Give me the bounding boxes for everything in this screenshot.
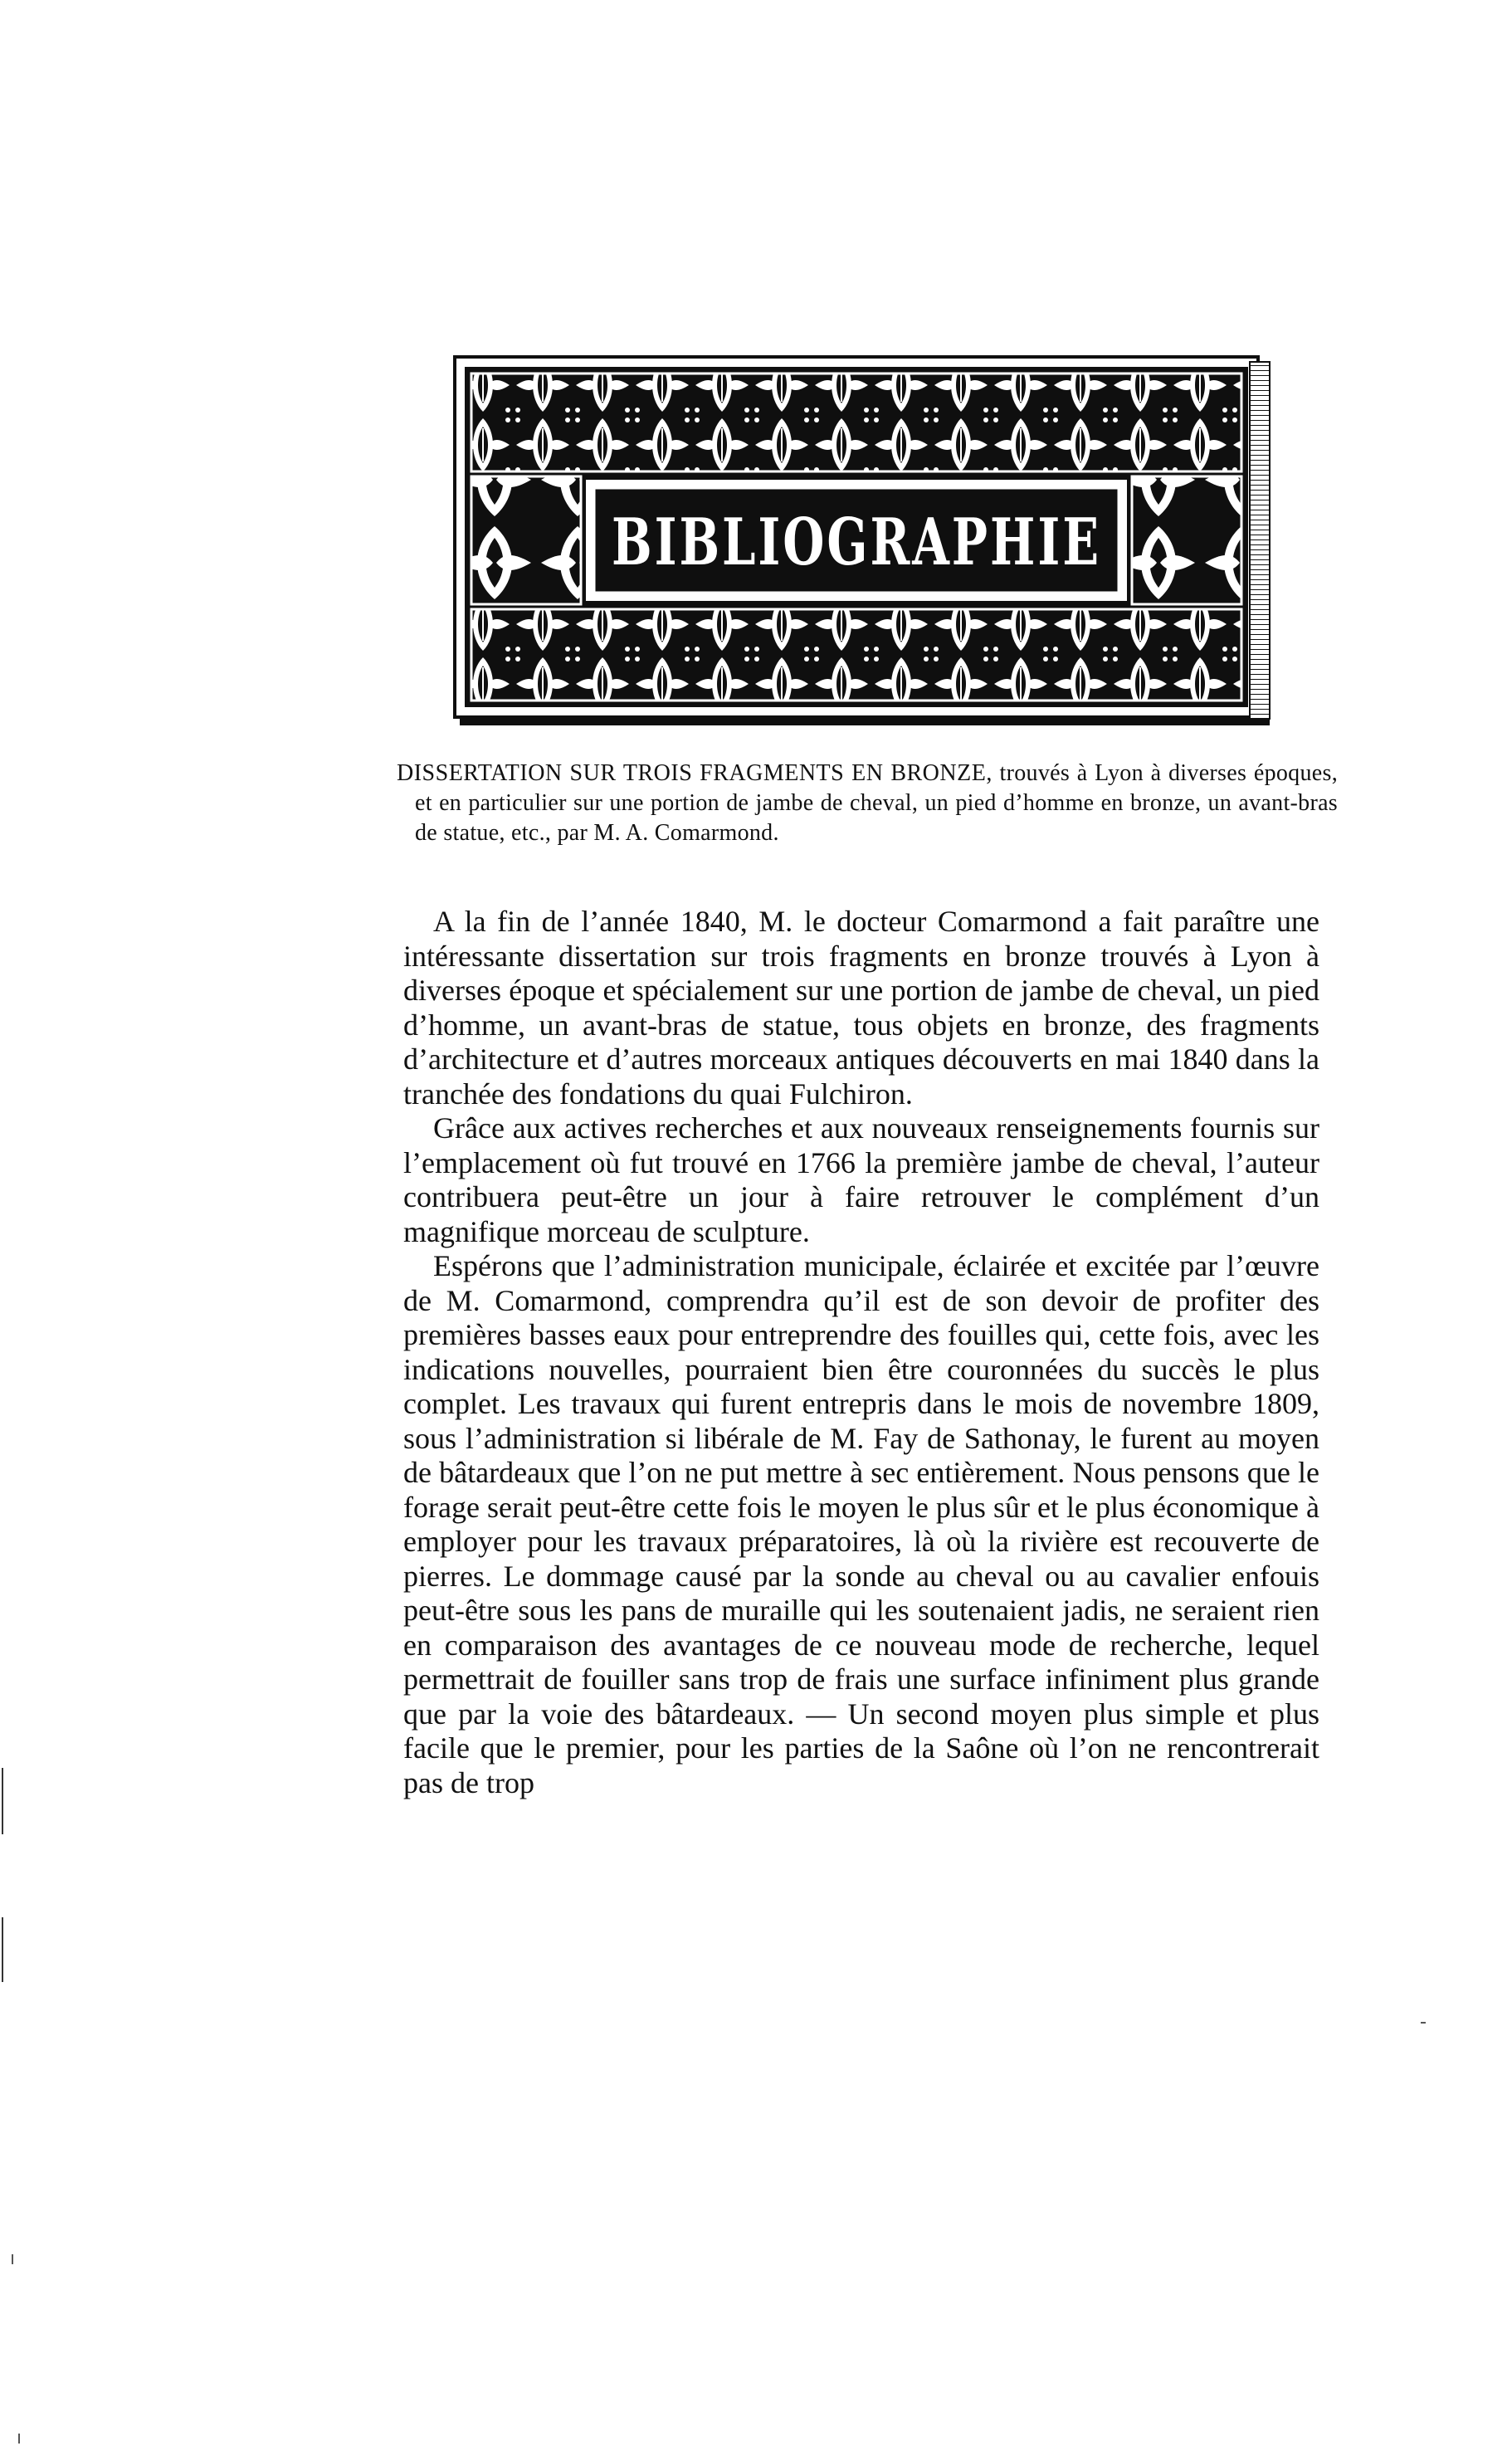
banner-title: BIBLIOGRAPHIE [612, 505, 1101, 580]
entry-details: trouvés à Lyon à diverses époques, et en particulier sur une portion de jambe de cheval, un pied d’homme en bronze, un avant-bras de statue, etc., par M. A. Comarmond. [415, 760, 1338, 846]
scan-speck [18, 2434, 20, 2444]
scan-margin-mark [2, 1768, 3, 1834]
scan-speck [1421, 2022, 1426, 2024]
entry-title: DISSERTATION SUR TROIS FRAGMENTS EN BRONZE, [397, 760, 993, 786]
paragraph-3: Espérons que l’administration municipale, éclairée et excitée par l’œuvre de M. Comarmond, comprendra qu’il est de son devoir de profiter des premières basses eaux pour entreprendre des fouilles qui, cette fois, avec les indications nouvelles, pourraient bien être couronnées du succès le plus complet. Les travaux qui furent entrepris dans le mois de novembre 1809, sous l’administration si libérale de M. Fay de Sathonay, le furent au moyen de bâtardeaux que l’on ne put mettre à sec entièrement. Nous pensons que le forage serait peut-être cette fois le moyen le plus sûr et le plus économique à employer pour les travaux préparatoires, là où la rivière est recouverte de pierres. Le dommage causé par la sonde au cheval ou au cavalier enfouis peut-être sous les pans de muraille qui les soutenaient jadis, ne seraient rien en comparaison des avantages de ce nouveau mode de recherche, lequel permettrait de fouiller sans trop de frais une surface infiniment plus grande que par la voie des bâtardeaux. — Un second moyen plus simple et plus facile que le premier, pour les parties de la Saône où l’on ne rencontrerait pas de trop [403, 1249, 1319, 1799]
scan-margin-mark [2, 1917, 3, 1982]
paragraph-2: Grâce aux actives recherches et aux nouveaux renseignements fournis sur l’emplacement où fut trouvé en 1766 la première jambe de cheval, l’auteur contribuera peut-être un jour à faire retrouver le complément d’un magnifique morceau de sculpture. [403, 1111, 1319, 1248]
scan-speck [12, 2254, 13, 2264]
bibliographic-entry [397, 759, 1338, 848]
bibliographie-banner [453, 355, 1275, 730]
article-body [403, 905, 1319, 1800]
banner-ornament [453, 355, 1275, 730]
paragraph-1: A la fin de l’année 1840, M. le docteur Comarmond a fait paraître une intéressante dissertation sur trois fragments en bronze trouvés à Lyon à diverses époque et spécialement sur une portion de jambe de cheval, un pied d’homme, un avant-bras de statue, tous objets en bronze, des fragments d’architecture et d’autres morceaux antiques découverts en mai 1840 dans la tranchée des fondations du quai Fulchiron. [403, 905, 1319, 1111]
